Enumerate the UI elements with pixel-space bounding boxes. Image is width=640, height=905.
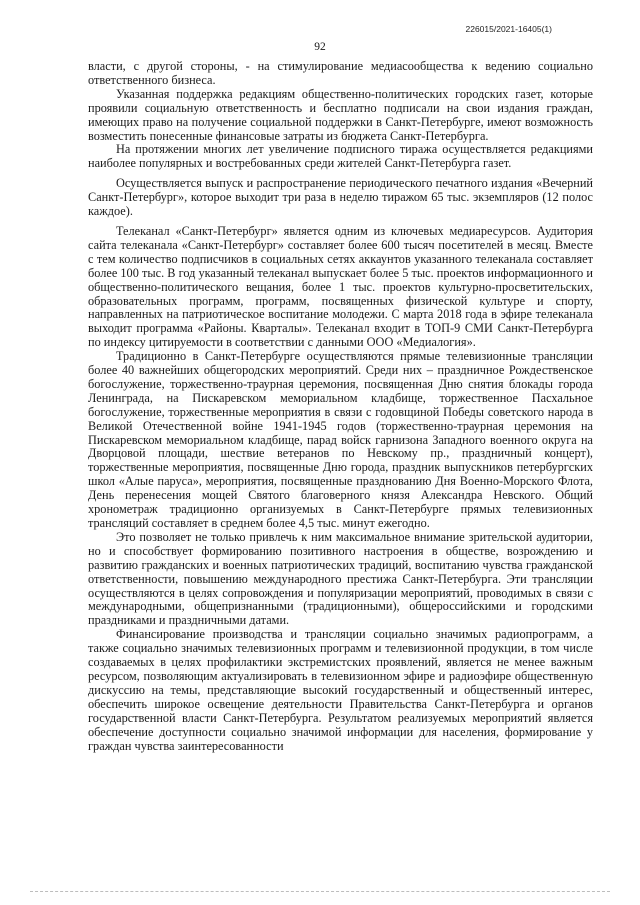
paragraph: власти, с другой стороны, - на стимулирование медиасообщества к ведению социально ответственного бизнеса. [88,59,593,87]
paragraph: На протяжении многих лет увеличение подписного тиража осуществляется редакциями наиболее популярных и востребованных среди жителей Санкт-Петербурга газет. [88,142,593,171]
document-id: 226015/2021-16405(1) [465,24,552,34]
page-number: 92 [314,41,326,53]
scan-edge-line [30,891,610,892]
paragraph: Финансирование производства и трансляции социально значимых радиопрограмм, а также социально значимых телевизионных программ и телевизионной продукции, в том числе создаваемых в целях профилактики экстремистских проявлений, является не менее важным ресурсом, позволяющим актуализировать в телевизионном эфире и радиоэфире общественную дискуссию на темы, представляющие высокий государственный и общественный интерес, обеспечить широкое освещение деятельности Правительства Санкт-Петербурга и органов государственной власти Санкт-Петербурга. Результатом реализуемых мероприятий является обеспечение доступности социально значимой информации для населения, формирование у граждан чувства заинтересованности [88,627,593,753]
paragraph: Указанная поддержка редакциям общественно-политических городских газет, которые проявили социальную ответственность и бесплатно подписали на свои издания граждан, имеющих право на получение социальной поддержки в Санкт-Петербурге, имеют возможность возместить понесенные финансовые затраты из бюджета Санкт-Петербурга. [88,86,593,143]
paragraph: Это позволяет не только привлечь к ним максимальное внимание зрительской аудитории, но и способствует формированию позитивного настроения в обществе, возрождению и развитию гражданских и военных патриотических традиций, воспитанию чувства гражданской ответственности, повышению международного престижа Санкт-Петербурга. Эти трансляции осуществляются в целях сопровождения и популяризации мероприятий, проводимых в связи с международными, общепризнанными (традиционными), общероссийскими и городскими праздниками и праздничными датами. [88,529,593,628]
paragraph: Осуществляется выпуск и распространение периодического печатного издания «Вечерний Санкт-Петербург», которое выходит три раза в неделю тиражом 65 тыс. экземпляров (12 полос каждое). [88,176,593,219]
paragraph: Телеканал «Санкт-Петербург» является одним из ключевых медиаресурсов. Аудитория сайта телеканала «Санкт-Петербург» составляет более 600 тысяч посетителей в месяц. Вместе с тем количество подписчиков в социальных сетях аккаунтов указанного телеканала составляет более 100 тыс. В год указанный телеканал выпускает более 5 тыс. проектов информационного и общественно-политического вещания, более 1 тыс. проектов культурно-просветительских, образовательных программ, программ, посвященных физической культуре и спорту, направленных на патриотическое воспитание молодежи. С марта 2018 года в эфире телеканала выходит программа «Районы. Кварталы». Телеканал входит в ТОП-9 СМИ Санкт-Петербурга по индексу цитируемости в соответствии с данными ООО «Медиалогия». [88,223,593,350]
paragraph: Традиционно в Санкт-Петербурге осуществляются прямые телевизионные трансляции более 40 важнейших общегородских мероприятий. Среди них – праздничное Рождественское богослужение, торжественно-траурная церемония, посвященная Дню снятия блокады города Ленинграда, на Пискаревском мемориальном кладбище, торжественное Пасхальное богослужение, торжественные мероприятия в связи с годовщиной Победы советского народа в Великой Отечественной войне 1941-1945 годов (торжественно-траурная церемония на Пискаревском мемориальном кладбище, парад войск гарнизона Западного военного округа на Дворцовой площади, шествие ветеранов по Невскому пр., праздничный концерт), торжественные мероприятия, посвященные Дню города, праздник выпускников петербургских школ «Алые паруса», мероприятия, посвященные празднованию Дня Военно-Морского Флота, День перенесения мощей Святого благоверного князя Александра Невского. Общий хронометраж традиционно организуемых в Санкт-Петербурге прямых телевизионных трансляций составляет в среднем более 4,5 тыс. минут ежегодно. [88,349,593,530]
body-text [88,60,593,753]
